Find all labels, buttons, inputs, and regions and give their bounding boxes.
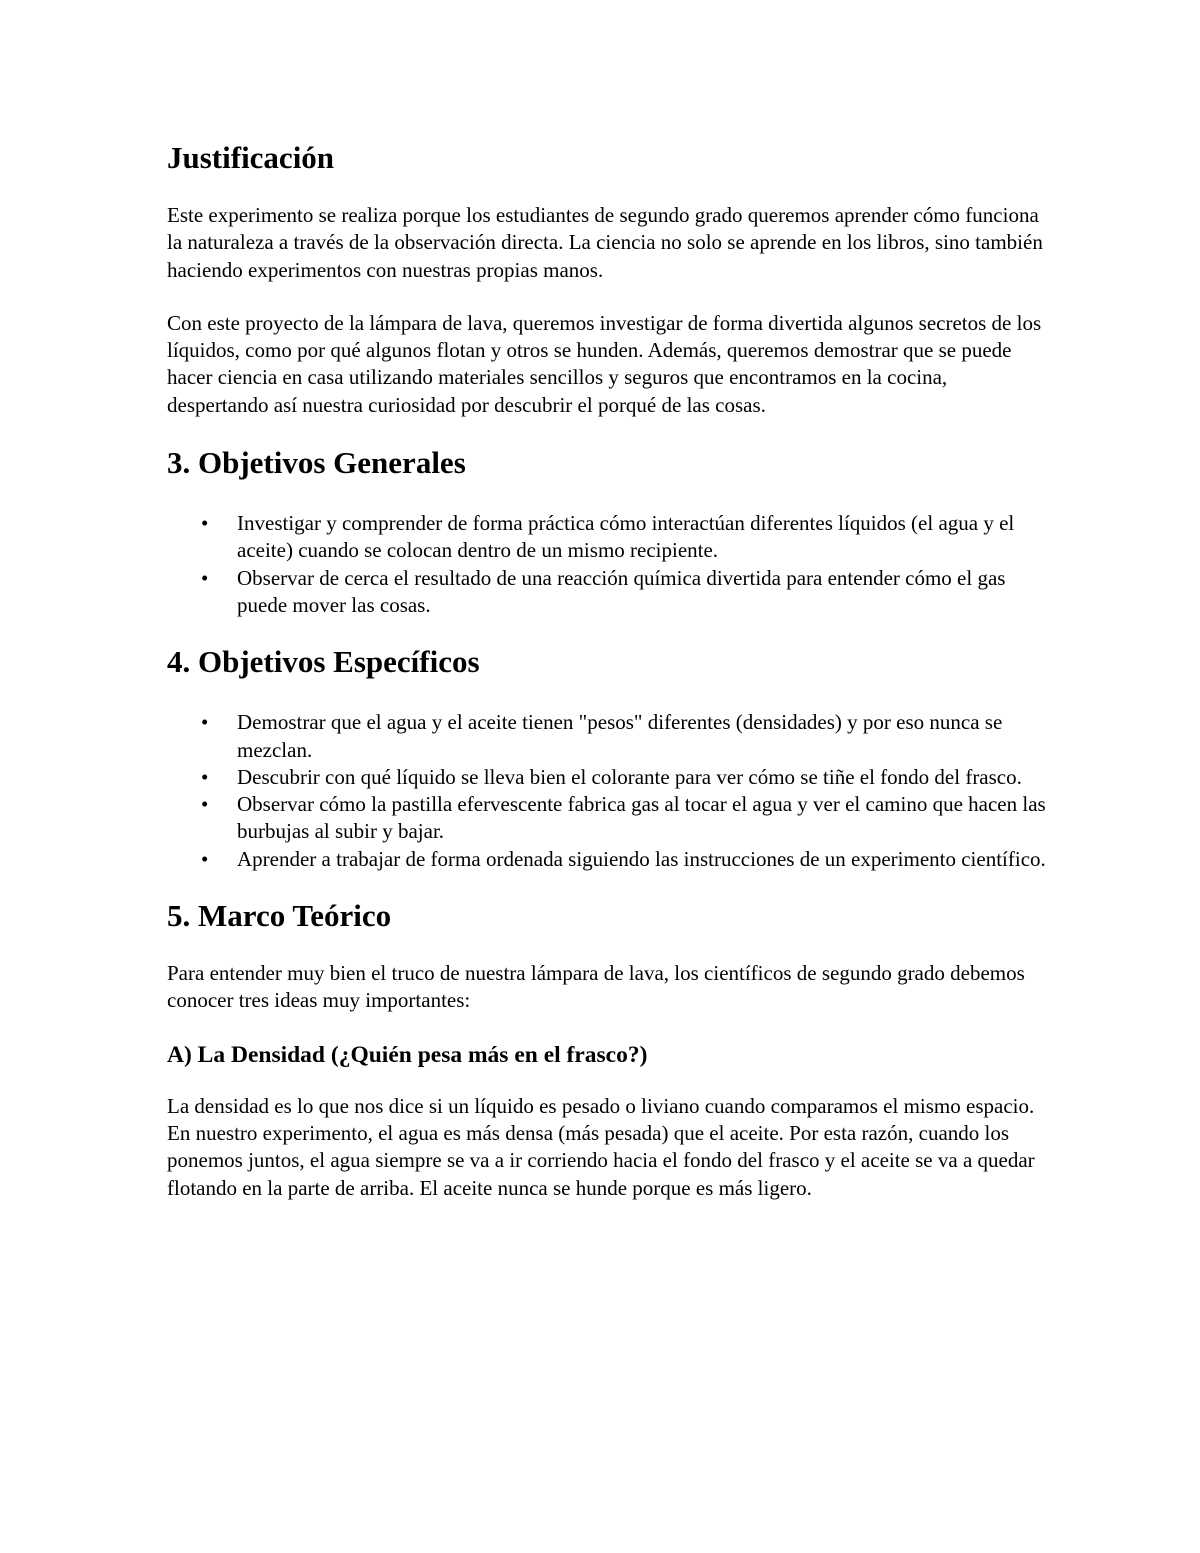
section-title-marco-teorico: 5. Marco Teórico: [167, 898, 392, 934]
list-item: • Demostrar que el agua y el aceite tienen "pesos" diferentes (densidades) y por eso nunca se mezclan.: [167, 709, 1047, 764]
list-item: • Investigar y comprender de forma práctica cómo interactúan diferentes líquidos (el agua y el aceite) cuando se colocan dentro de un mismo recipiente.: [167, 510, 1047, 565]
section-title-justificacion: Justificación: [167, 140, 335, 175]
list-item: • Observar cómo la pastilla efervescente fabrica gas al tocar el agua y ver el camino que hacen las burbujas al subir y bajar.: [167, 791, 1047, 846]
list-item: • Descubrir con qué líquido se lleva bien el colorante para ver cómo se tiñe el fondo del frasco.: [167, 764, 1047, 791]
objetivos-generales-list: [167, 510, 1047, 619]
subsection-title-densidad: A) La Densidad (¿Quién pesa más en el frasco?): [167, 1041, 648, 1068]
densidad-paragraph-1: La densidad es lo que nos dice si un líquido es pesado o liviano cuando comparamos el mismo espacio. En nuestro experimento, el agua es más densa (más pesada) que el aceite. Por esta razón, cuando los ponemos juntos, el agua siempre se va a ir corriendo hacia el fondo del frasco y el aceite se va a quedar flotando en la parte de arriba. El aceite nunca se hunde porque es más ligero.: [167, 1093, 1035, 1200]
section-title-objetivos-especificos: 4. Objetivos Específicos: [167, 644, 480, 680]
marco-teorico-paragraph-1: Para entender muy bien el truco de nuestra lámpara de lava, los científicos de segundo grado debemos conocer tres ideas muy importantes:: [167, 961, 1025, 1013]
justificacion-paragraph-2: Con este proyecto de la lámpara de lava, queremos investigar de forma divertida algunos secretos de los líquidos, como por qué algunos flotan y otros se hunden. Además, queremos demostrar que se puede hacer ciencia en casa utilizando materiales sencillos y seguros que encontramos en la cocina, despertando así nuestra curiosidad por descubrir el porqué de las cosas.: [167, 310, 1042, 417]
justificacion-paragraph-1: Este experimento se realiza porque los estudiantes de segundo grado queremos aprender cómo funciona la naturaleza a través de la observación directa. La ciencia no solo se aprende en los libros, sino también haciendo experimentos con nuestras propias manos.: [167, 203, 1043, 282]
section-title-objetivos-generales: 3. Objetivos Generales: [167, 445, 466, 481]
objetivos-especificos-list: [167, 709, 1047, 873]
document-page: [167, 138, 1047, 1202]
list-item: • Observar de cerca el resultado de una reacción química divertida para entender cómo el gas puede mover las cosas.: [167, 565, 1047, 620]
list-item: • Aprender a trabajar de forma ordenada siguiendo las instrucciones de un experimento científico.: [167, 846, 1047, 873]
